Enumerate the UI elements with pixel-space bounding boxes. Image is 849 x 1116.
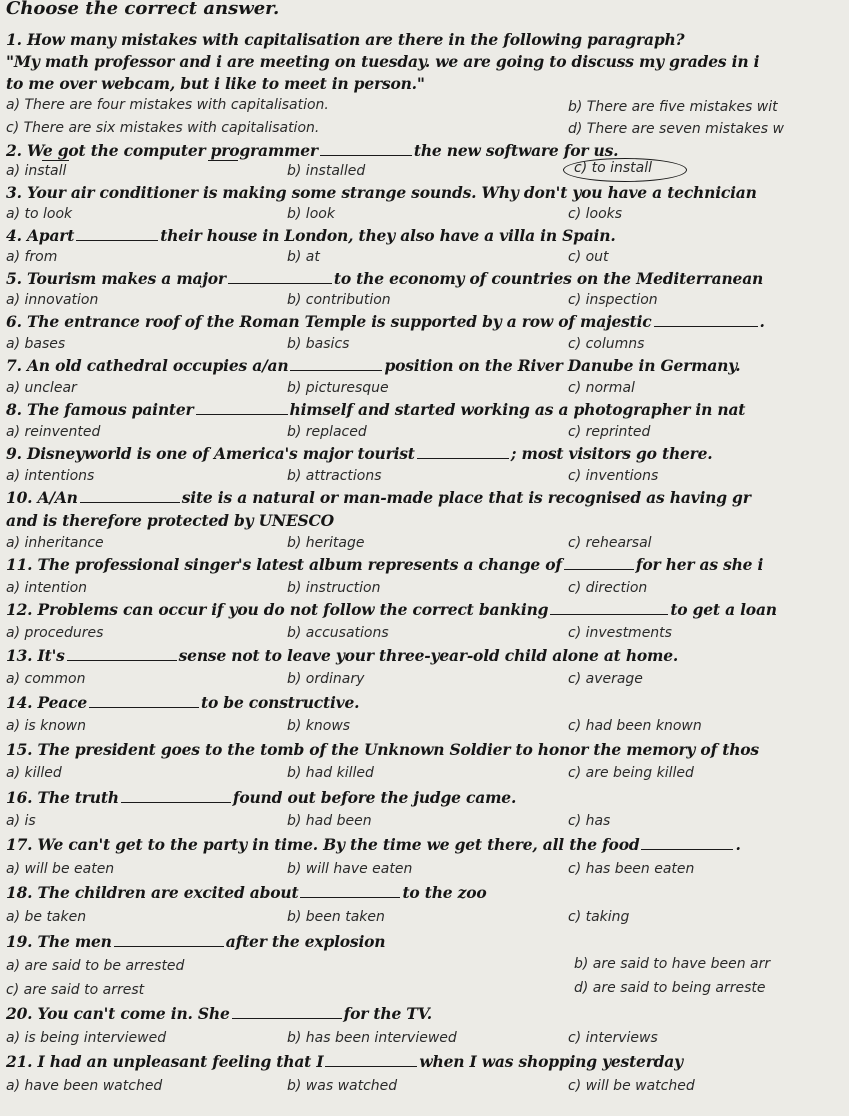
q11-stem-end: for her as she i [635, 555, 764, 574]
question-1-paragraph-cont: to me over webcam, but i like to meet in person." [6, 74, 425, 93]
q9-option-c[interactable]: c) inventions [568, 468, 659, 484]
question-9 [6, 444, 713, 463]
q2-option-a[interactable]: a) install [6, 163, 67, 179]
q6-option-a[interactable]: a) bases [6, 336, 66, 352]
answer-blank[interactable] [325, 1054, 417, 1067]
answer-blank[interactable] [121, 790, 231, 803]
q18-stem: 18. The children are excited about [6, 883, 299, 902]
answer-blank[interactable] [654, 314, 758, 327]
q11-option-c[interactable]: c) direction [568, 580, 648, 596]
handwritten-underline [42, 160, 69, 161]
q9-stem: 9. Disneyworld is one of America's major tourist [6, 444, 415, 463]
q2-stem: 2. We got the computer programmer [6, 141, 318, 160]
question-20 [6, 1004, 432, 1023]
question-11 [6, 555, 763, 574]
q19-option-a[interactable]: a) are said to be arrested [6, 958, 185, 974]
q4-option-b[interactable]: b) at [287, 249, 320, 265]
q15-option-c[interactable]: c) are being killed [568, 765, 694, 781]
q21-option-c[interactable]: c) will be watched [568, 1078, 695, 1094]
q8-stem-end: himself and started working as a photographer in nat [289, 400, 746, 419]
q12-option-c[interactable]: c) investments [568, 625, 672, 641]
q6-stem-end: . [759, 312, 765, 331]
q3-option-b[interactable]: b) look [287, 206, 335, 222]
q1-option-b[interactable]: b) There are five mistakes wit [568, 99, 778, 115]
q13-option-a[interactable]: a) common [6, 671, 86, 687]
q4-stem: 4. Apart [6, 226, 75, 245]
q10-option-c[interactable]: c) rehearsal [568, 535, 652, 551]
q17-option-a[interactable]: a) will be eaten [6, 861, 115, 877]
q10-option-b[interactable]: b) heritage [287, 535, 365, 551]
q1-option-a[interactable]: a) There are four mistakes with capitalisation. [6, 97, 329, 113]
q20-option-a[interactable]: a) is being interviewed [6, 1030, 167, 1046]
question-2 [6, 141, 618, 160]
q19-stem: 19. The men [6, 932, 112, 951]
q5-stem-end: to the economy of countries on the Mediterranean [333, 269, 764, 288]
answer-blank[interactable] [80, 490, 180, 503]
q17-option-c[interactable]: c) has been eaten [568, 861, 695, 877]
q7-stem: 7. An old cathedral occupies a/an [6, 356, 289, 375]
q11-stem: 11. The professional singer's latest album represents a change of [6, 555, 562, 574]
q20-option-c[interactable]: c) interviews [568, 1030, 658, 1046]
answer-blank[interactable] [290, 358, 382, 371]
q11-option-a[interactable]: a) intention [6, 580, 88, 596]
q20-stem: 20. You can't come in. She [6, 1004, 230, 1023]
q13-option-b[interactable]: b) ordinary [287, 671, 365, 687]
question-5 [6, 269, 763, 288]
q11-option-b[interactable]: b) instruction [287, 580, 381, 596]
question-7 [6, 356, 740, 375]
q12-option-a[interactable]: a) procedures [6, 625, 104, 641]
q15-option-b[interactable]: b) had killed [287, 765, 374, 781]
q5-option-a[interactable]: a) innovation [6, 292, 99, 308]
q9-option-b[interactable]: b) attractions [287, 468, 382, 484]
q2-option-b[interactable]: b) installed [287, 163, 366, 179]
q18-option-a[interactable]: a) be taken [6, 909, 87, 925]
q19-option-c[interactable]: c) are said to arrest [6, 982, 145, 998]
q3-option-a[interactable]: a) to look [6, 206, 73, 222]
q16-option-c[interactable]: c) has [568, 813, 611, 829]
q7-option-c[interactable]: c) normal [568, 380, 635, 396]
q16-stem-end: found out before the judge came. [232, 788, 517, 807]
question-6 [6, 312, 765, 331]
q7-option-a[interactable]: a) unclear [6, 380, 77, 396]
handwritten-underline [208, 160, 238, 161]
question-1: 1. How many mistakes with capitalisation are there in the following paragraph? [6, 30, 685, 49]
question-10 [6, 488, 751, 507]
q14-stem-end: to be constructive. [201, 693, 360, 712]
q5-option-b[interactable]: b) contribution [287, 292, 391, 308]
q5-option-c[interactable]: c) inspection [568, 292, 658, 308]
q4-option-a[interactable]: a) from [6, 249, 58, 265]
q4-option-c[interactable]: c) out [568, 249, 609, 265]
q17-stem-end: . [735, 835, 741, 854]
q18-option-c[interactable]: c) taking [568, 909, 630, 925]
q8-option-c[interactable]: c) reprinted [568, 424, 651, 440]
q17-stem: 17. We can't get to the party in time. By the time we get there, all the food [6, 835, 640, 854]
q20-option-b[interactable]: b) has been interviewed [287, 1030, 457, 1046]
q5-stem: 5. Tourism makes a major [6, 269, 226, 288]
question-16 [6, 788, 516, 807]
answer-blank[interactable] [76, 228, 158, 241]
q4-stem-end: their house in London, they also have a villa in Spain. [160, 226, 616, 245]
answer-blank[interactable] [89, 695, 199, 708]
q13-stem-end: sense not to leave your three-year-old child alone at home. [178, 646, 679, 665]
q10-stem: 10. A/An [6, 488, 78, 507]
q18-option-b[interactable]: b) been taken [287, 909, 385, 925]
q14-option-c[interactable]: c) had been known [568, 718, 702, 734]
q21-option-b[interactable]: b) was watched [287, 1078, 398, 1094]
q9-option-a[interactable]: a) intentions [6, 468, 95, 484]
q2-option-c[interactable]: c) to install [574, 160, 653, 176]
answer-blank[interactable] [67, 648, 177, 661]
q12-stem-end: to get a loan [670, 600, 777, 619]
answer-blank[interactable] [114, 934, 224, 947]
q16-stem: 16. The truth [6, 788, 119, 807]
question-1-paragraph: "My math professor and i are meeting on tuesday. we are going to discuss my grades in i [6, 52, 760, 71]
q8-option-b[interactable]: b) replaced [287, 424, 367, 440]
answer-blank[interactable] [320, 143, 412, 156]
question-19 [6, 932, 385, 951]
question-15: 15. The president goes to the tomb of the Unknown Soldier to honor the memory of thos [6, 740, 759, 759]
q16-option-a[interactable]: a) is [6, 813, 36, 829]
q12-stem: 12. Problems can occur if you do not follow the correct banking [6, 600, 549, 619]
q19-option-b[interactable]: b) are said to have been arr [574, 956, 771, 972]
q14-option-a[interactable]: a) is known [6, 718, 86, 734]
answer-blank[interactable] [196, 402, 288, 415]
q18-stem-end: to the zoo [402, 883, 487, 902]
q3-option-c[interactable]: c) looks [568, 206, 623, 222]
q2-stem-end: the new software for us. [413, 141, 619, 160]
q19-option-d[interactable]: d) are said to being arreste [574, 980, 766, 996]
q10-option-a[interactable]: a) inheritance [6, 535, 104, 551]
q7-stem-end: position on the River Danube in Germany. [384, 356, 741, 375]
question-4 [6, 226, 616, 245]
q9-stem-end: ; most visitors go there. [510, 444, 713, 463]
question-14 [6, 693, 359, 712]
q15-option-a[interactable]: a) killed [6, 765, 62, 781]
q13-option-c[interactable]: c) average [568, 671, 643, 687]
q21-option-a[interactable]: a) have been watched [6, 1078, 163, 1094]
q19-stem-end: after the explosion [225, 932, 386, 951]
question-21 [6, 1052, 683, 1071]
answer-blank[interactable] [550, 602, 668, 615]
q20-stem-end: for the TV. [343, 1004, 432, 1023]
q10-stem-end: site is a natural or man-made place that is recognised as having gr [181, 488, 751, 507]
q1-option-d[interactable]: d) There are seven mistakes w [568, 121, 784, 137]
q7-option-b[interactable]: b) picturesque [287, 380, 389, 396]
q14-option-b[interactable]: b) knows [287, 718, 351, 734]
answer-blank[interactable] [232, 1006, 342, 1019]
q12-option-b[interactable]: b) accusations [287, 625, 389, 641]
question-13 [6, 646, 678, 665]
question-12 [6, 600, 777, 619]
q21-stem-end: when I was shopping yesterday [419, 1052, 683, 1071]
q21-stem: 21. I had an unpleasant feeling that I [6, 1052, 324, 1071]
q8-option-a[interactable]: a) reinvented [6, 424, 101, 440]
worksheet-title: Choose the correct answer. [6, 0, 280, 19]
q17-option-b[interactable]: b) will have eaten [287, 861, 413, 877]
answer-blank[interactable] [641, 837, 733, 850]
q14-stem: 14. Peace [6, 693, 88, 712]
question-8 [6, 400, 745, 419]
q6-stem: 6. The entrance roof of the Roman Temple is supported by a row of majestic [6, 312, 652, 331]
q8-stem: 8. The famous painter [6, 400, 194, 419]
question-17 [6, 835, 741, 854]
question-3: 3. Your air conditioner is making some strange sounds. Why don't you have a technician [6, 183, 757, 202]
q1-option-c[interactable]: c) There are six mistakes with capitalisation. [6, 120, 320, 136]
q13-stem: 13. It's [6, 646, 65, 665]
answer-blank[interactable] [564, 557, 634, 570]
q16-option-b[interactable]: b) had been [287, 813, 372, 829]
question-10-cont: and is therefore protected by UNESCO [6, 511, 334, 530]
question-18 [6, 883, 487, 902]
answer-blank[interactable] [417, 446, 509, 459]
q6-option-c[interactable]: c) columns [568, 336, 645, 352]
answer-blank[interactable] [228, 271, 332, 284]
answer-blank[interactable] [300, 885, 400, 898]
q6-option-b[interactable]: b) basics [287, 336, 350, 352]
